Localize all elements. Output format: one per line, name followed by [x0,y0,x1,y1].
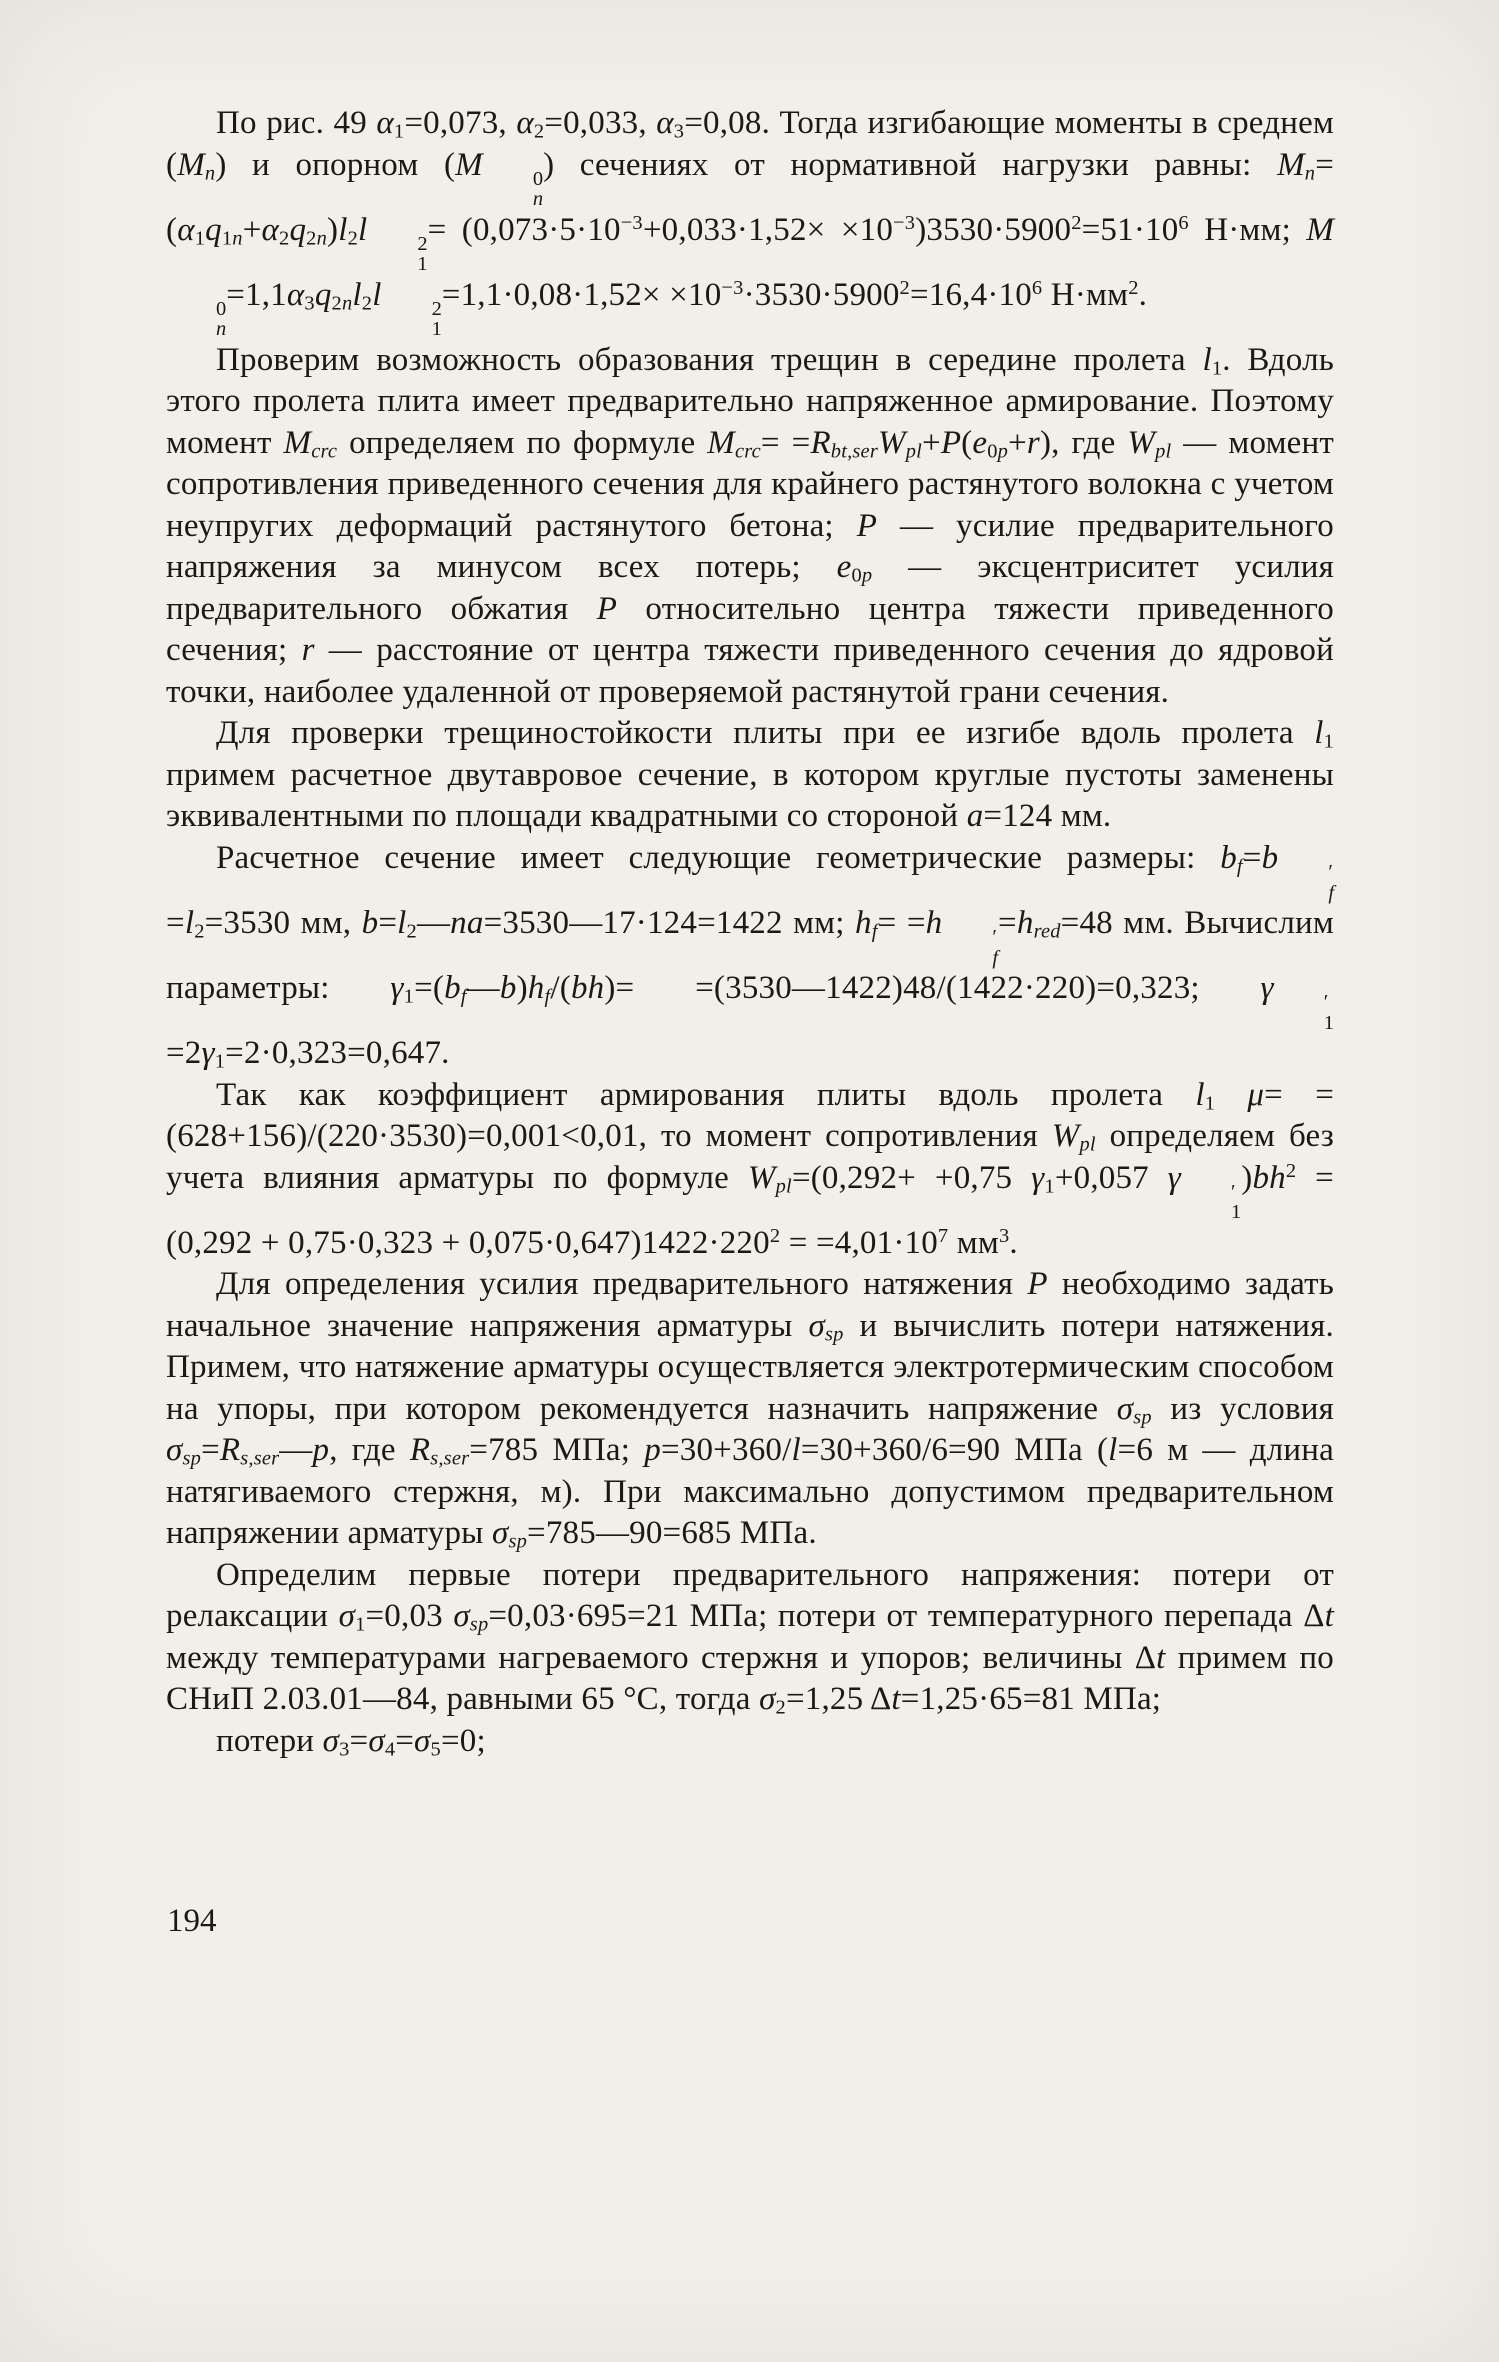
body-text [166,103,1334,1762]
paragraph-equivalent-section: Для проверки трещиностойкости плиты при ее изгибе вдоль пролета $l_1$ примем расчетное двутавровое сечение, в котором круглые пустоты заменены эквивалентными по площади квадратными со стороной a=124 мм. [166,715,1334,835]
paragraph-section-modulus: Так как коэффициент армирования плиты вдоль пролета $l_1$ μ= =(628+156)/(220·3530)=0,001<0,01, то момент сопротивления $W_{pl}$ определяем без учета влияния арматуры по формуле $W_{pl}=(0,292+ +0,75$ $\gamma_1+0,057$ γ ′ 1 )$bh^2 = (0,292 + 0,75\cdot 0,323 + 0,075\cdot 0,647)1422\cdot 220^2 = =4,01\cdot 10^7$ $мм^3$. [166,1076,1335,1261]
paragraph-first-losses: Определим первые потери предварительного напряжения: потери от релаксации $\sigma_1=0,03$ $\sigma_{sp}=0,03\cdot 695=21$ МПа; потери от температурного перепада Δt между температурами нагреваемого стержня и упоров; величины Δt примем по СНиП 2.03.01—84, равными 65 °С, тогда $\sigma_2=1,25$ Δt=1,25·65=81 МПа; [166,1556,1335,1719]
page-number: 194 [167,1903,217,1939]
paragraph-moments-calculation: По рис. 49 $\alpha_1=0,073$, $\alpha_2=0,033$, $\alpha_3=0,08$. Тогда изгибающие моменты в среднем $(M_n)$ и опорном (M 0 n ) сечениях от нормативной нагрузки равны: $M_n=(\alpha_1q_{1n}+\alpha_2q_{2n})l_2l$ 2 1 = $(0,073\cdot 5\cdot 10^{-3}+0,033\cdot 1,52\times \times 10^{-3})3530\cdot 5900^2=51\cdot 10^6$ Н·мм; M 0 n $=1,1\alpha_3q_{2n}l_2l$ 2 1 $=1,1\cdot 0,08\cdot 1,52\times \times 10^{-3}\cdot 3530\cdot 5900^2=16,4\cdot 10^6$ $Н\cdot мм^2$. [166,105,1335,341]
paragraph-geometric-parameters: Расчетное сечение имеет следующие геометрические размеры: $b_f=b$ ′ f $=l_2=3530$ мм, $b=l_2—na=3530—17\cdot 124=1422$ мм; $h_f= =h$ ′ f $=h_{red}=48$ мм. Вычислим параметры: $\gamma_1=(b_f—b)h_f/(bh)=$ =(3530—1422)48/(1422·220)=0,323; γ ′ 1 $=2\gamma_1=2\cdot 0,323=0,647$. [166,839,1334,1073]
paragraph-other-losses: потери $\sigma_3=\sigma_4=\sigma_5=0$; [216,1722,486,1761]
paragraph-crack-check-definitions: Проверим возможность образования трещин в середине пролета $l_1$. Вдоль этого пролета плита имеет предварительно напряженное армирование. Поэтому момент $M_{crc}$ определяем по формуле $M_{crc}= =R_{bt,ser}W_{pl}+P(e_{0p}+r)$, где $W_{pl}$ — момент сопротивления приведенного сечения для крайнего растянутого волокна с учетом неупругих деформаций растянутого бетона; P — усилие предварительного напряжения за минусом всех потерь; $e_{0p}$ — эксцентриситет усилия предварительного обжатия P относительно центра тяжести приведенного сечения; r — расстояние от центра тяжести приведенного сечения до ядровой точки, наиболее удаленной от проверяемой растянутой грани сечения. [166,341,1335,710]
paragraph-prestress-force: Для определения усилия предварительного натяжения P необходимо задать начальное значение напряжения арматуры $\sigma_{sp}$ и вычислить потери натяжения. Примем, что натяжение арматуры осуществляется электротермическим способом на упоры, при котором рекомендуется назначить напряжение $\sigma_{sp}$ из условия $\sigma_{sp}=R_{s,ser}—p$, где $R_{s,ser}=785$ МПа; p=30+360/l=30+360/6=90 МПа (l=6 м — длина натягиваемого стержня, м). При максимально допустимом предварительном напряжении арматуры $\sigma_{sp}=785—90=685$ МПа. [166,1266,1334,1553]
